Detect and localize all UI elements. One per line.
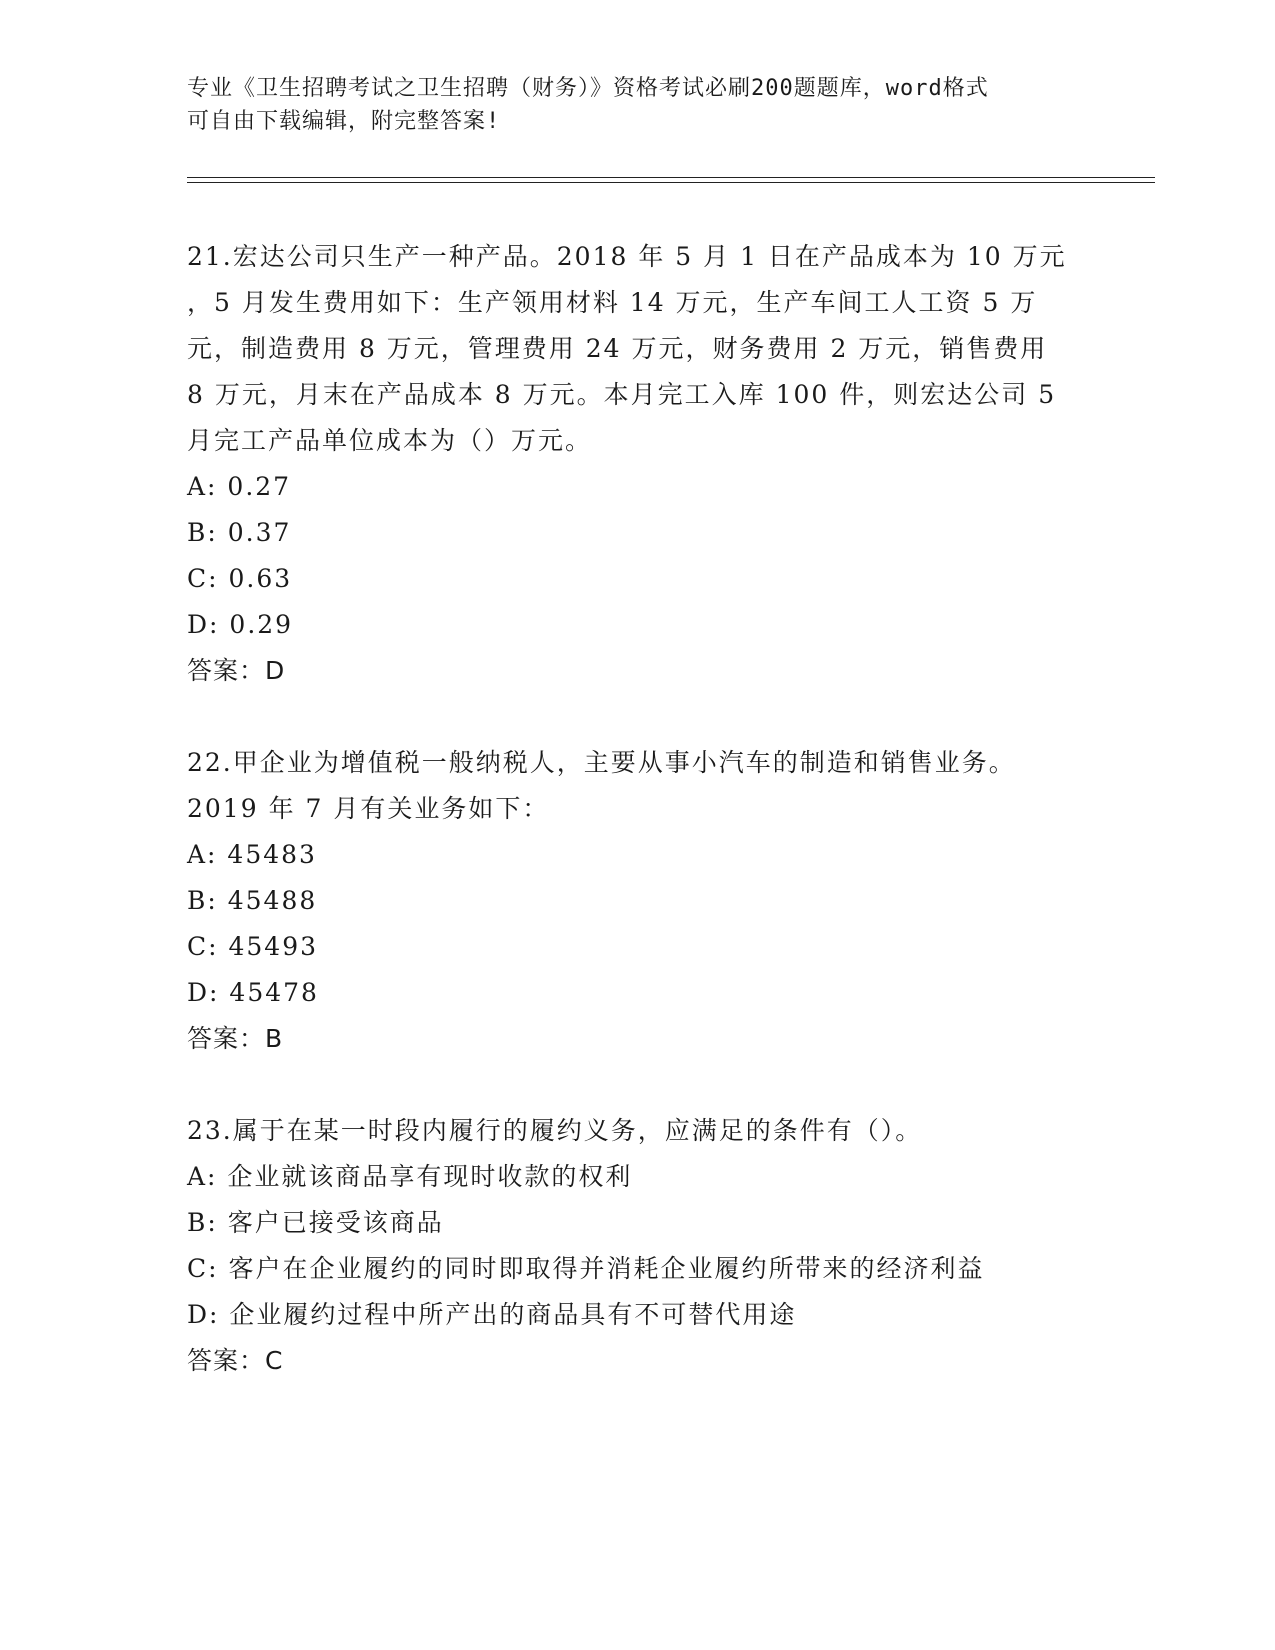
question-text-line: 8 万元，月末在产品成本 8 万元。本月完工入库 100 件，则宏达公司 5	[187, 380, 1057, 409]
option-b: B: 45488	[187, 886, 318, 915]
question-spacer	[187, 1062, 1087, 1108]
question-text-line: 2019 年 7 月有关业务如下：	[187, 794, 550, 823]
question-text-line: 21.宏达公司只生产一种产品。2018 年 5 月 1 日在产品成本为 10 万元	[187, 242, 1067, 271]
option-c: C: 45493	[187, 932, 319, 961]
option-c: C: 客户在企业履约的同时即取得并消耗企业履约所带来的经济利益	[187, 1254, 985, 1283]
question-text-line: 月完工产品单位成本为（）万元。	[187, 426, 593, 455]
header-title-line-1: 专业《卫生招聘考试之卫生招聘（财务）》资格考试必刷200题题库，word格式	[187, 76, 989, 101]
option-b: B: 0.37	[187, 518, 292, 547]
answer-line: 答案：D	[187, 656, 286, 685]
answer-line: 答案：B	[187, 1024, 284, 1053]
header-divider-bottom	[187, 182, 1155, 183]
option-d: D: 45478	[187, 978, 319, 1007]
header-title-line-2: 可自由下载编辑，附完整答案!	[187, 109, 501, 134]
document-header	[187, 72, 1067, 138]
question-22	[187, 740, 1087, 1062]
question-list	[187, 234, 1087, 1384]
option-d: D: 0.29	[187, 610, 294, 639]
question-text-line: 22.甲企业为增值税一般纳税人，主要从事小汽车的制造和销售业务。	[187, 748, 1016, 777]
option-c: C: 0.63	[187, 564, 293, 593]
option-a: A: 企业就该商品享有现时收款的权利	[187, 1162, 633, 1191]
question-spacer	[187, 694, 1087, 740]
option-b: B: 客户已接受该商品	[187, 1208, 444, 1237]
question-text-line: 23.属于在某一时段内履行的履约义务，应满足的条件有（）。	[187, 1116, 923, 1145]
question-23	[187, 1108, 1087, 1384]
question-text-line: 元，制造费用 8 万元，管理费用 24 万元，财务费用 2 万元，销售费用	[187, 334, 1048, 363]
question-21	[187, 234, 1087, 694]
option-d: D: 企业履约过程中所产出的商品具有不可替代用途	[187, 1300, 797, 1329]
option-a: A: 45483	[187, 840, 317, 869]
option-a: A: 0.27	[187, 472, 292, 501]
header-divider-top	[187, 177, 1155, 178]
question-text-line: ，5 月发生费用如下：生产领用材料 14 万元，生产车间工人工资 5 万	[187, 288, 1038, 317]
answer-line: 答案：C	[187, 1346, 284, 1375]
